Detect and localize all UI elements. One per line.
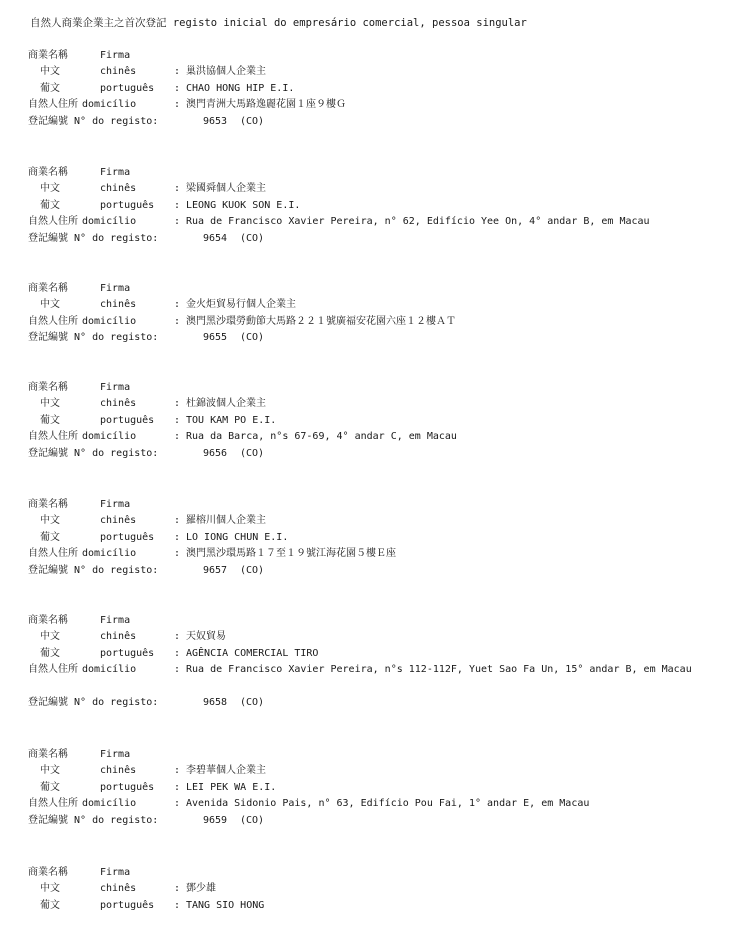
chines-label-pt: chinês <box>100 765 137 777</box>
firma-row <box>0 747 736 763</box>
chines-row <box>0 881 736 897</box>
colon: : <box>174 631 181 643</box>
chines-label-zh: 中文 <box>40 515 60 527</box>
firma-label-pt: Firma <box>100 50 131 61</box>
registo-label-zh: 登記編號 <box>28 232 68 244</box>
firma-row <box>0 165 736 181</box>
domicilio-label-pt: domicílio <box>82 315 137 327</box>
registration-entry <box>0 380 736 462</box>
domicilio-value: Rua da Barca, n°s 67-69, 4° andar C, em Macau <box>186 431 457 443</box>
colon: : <box>174 548 181 560</box>
registo-code: (CO) <box>240 232 265 244</box>
firma-label-pt: Firma <box>100 867 131 878</box>
registo-label-pt: N° do registo: <box>74 115 159 127</box>
portugues-label-pt: português <box>100 414 155 426</box>
registo-row <box>0 231 736 247</box>
registo-number: 9655 <box>203 332 228 344</box>
registo-code: (CO) <box>240 564 265 576</box>
firma-label-pt: Firma <box>100 382 131 393</box>
domicilio-label-zh: 自然人住所 <box>28 548 78 560</box>
domicilio-row <box>0 546 736 562</box>
chines-value: 杜錦波個人企業主 <box>186 398 266 410</box>
firma-row <box>0 48 736 64</box>
chines-label-zh: 中文 <box>40 765 60 777</box>
registration-entry <box>0 48 736 130</box>
domicilio-value: Rua de Francisco Xavier Pereira, n° 62, Edifício Yee On, 4° andar B, em Macau <box>186 216 650 228</box>
firma-row <box>0 865 736 881</box>
domicilio-row <box>0 796 736 812</box>
chines-value: 李碧華個人企業主 <box>186 765 266 777</box>
registo-number: 9659 <box>203 814 228 826</box>
chines-value: 天奴貿易 <box>186 631 226 643</box>
firma-label-pt: Firma <box>100 167 131 178</box>
chines-row <box>0 629 736 645</box>
registo-code: (CO) <box>240 447 265 459</box>
chines-value: 梁國舜個人企業主 <box>186 183 266 195</box>
registo-label-pt: N° do registo: <box>74 332 159 344</box>
portugues-row <box>0 198 736 214</box>
registo-label <box>28 231 158 247</box>
domicilio-label-zh: 自然人住所 <box>28 315 78 327</box>
colon: : <box>174 798 181 810</box>
portugues-label-pt: português <box>100 199 155 211</box>
domicilio-label-zh: 自然人住所 <box>28 798 78 810</box>
domicilio-value: 澳門黑沙環馬路１７至１９號江海花園５樓Ｅ座 <box>186 548 396 560</box>
registo-row <box>0 446 736 462</box>
chines-label-zh: 中文 <box>40 631 60 643</box>
domicilio-row <box>0 314 736 330</box>
registration-entry <box>0 613 736 711</box>
colon: : <box>174 515 181 527</box>
colon: : <box>174 431 181 443</box>
portugues-label-zh: 葡文 <box>40 531 60 543</box>
domicilio-row <box>0 429 736 445</box>
registo-row <box>0 114 736 130</box>
colon: : <box>174 199 181 211</box>
portugues-value: TOU KAM PO E.I. <box>186 414 277 426</box>
registo-label-zh: 登記編號 <box>28 447 68 459</box>
chines-value: 金火炬貿易行個人企業主 <box>186 299 296 311</box>
colon: : <box>174 647 181 659</box>
registo-number: 9654 <box>203 232 228 244</box>
colon: : <box>174 664 181 676</box>
domicilio-label-zh: 自然人住所 <box>28 664 78 676</box>
chines-label-zh: 中文 <box>40 883 60 895</box>
firma-label-zh: 商業名稱 <box>28 283 68 294</box>
colon: : <box>174 299 181 311</box>
firma-label-zh: 商業名稱 <box>28 50 68 61</box>
registo-label <box>28 114 158 130</box>
chines-label-pt: chinês <box>100 515 137 527</box>
portugues-value: LEONG KUOK SON E.I. <box>186 199 301 211</box>
portugues-row <box>0 413 736 429</box>
domicilio-value: Rua de Francisco Xavier Pereira, n°s 112-112F, Yuet Sao Fa Un, 15° andar B, em Macau <box>186 664 692 676</box>
chines-row <box>0 64 736 80</box>
firma-label-zh: 商業名稱 <box>28 382 68 393</box>
colon: : <box>174 183 181 195</box>
chines-row <box>0 297 736 313</box>
firma-label-zh: 商業名稱 <box>28 615 68 626</box>
colon: : <box>174 216 181 228</box>
chines-value: 鄧少雄 <box>186 883 216 895</box>
chines-label-pt: chinês <box>100 883 137 895</box>
colon: : <box>174 531 181 543</box>
page-header: 自然人商業企業主之首次登記 registo inicial do empresário comercial, pessoa singular <box>30 17 527 29</box>
registration-entry <box>0 747 736 829</box>
firma-label-zh: 商業名稱 <box>28 167 68 178</box>
chines-label-zh: 中文 <box>40 398 60 410</box>
registo-code: (CO) <box>240 696 265 708</box>
domicilio-label-pt: domicílio <box>82 798 137 810</box>
registo-number: 9658 <box>203 696 228 708</box>
colon: : <box>174 82 181 94</box>
chines-label-zh: 中文 <box>40 66 60 78</box>
chines-label-zh: 中文 <box>40 299 60 311</box>
firma-label-zh: 商業名稱 <box>28 749 68 760</box>
colon: : <box>174 99 181 111</box>
domicilio-row <box>0 214 736 230</box>
domicilio-row <box>0 97 736 113</box>
domicilio-label-pt: domicílio <box>82 431 137 443</box>
chines-row <box>0 763 736 779</box>
domicilio-label-zh: 自然人住所 <box>28 216 78 228</box>
portugues-label-pt: português <box>100 531 155 543</box>
firma-label-pt: Firma <box>100 283 131 294</box>
registo-label-pt: N° do registo: <box>74 447 159 459</box>
registo-label-pt: N° do registo: <box>74 814 159 826</box>
registo-label <box>28 563 158 579</box>
firma-label-zh: 商業名稱 <box>28 499 68 510</box>
chines-value: 巢洪協個人企業主 <box>186 66 266 78</box>
chines-label-pt: chinês <box>100 299 137 311</box>
domicilio-label-zh: 自然人住所 <box>28 99 78 111</box>
registo-label-zh: 登記編號 <box>28 564 68 576</box>
registo-label-zh: 登記編號 <box>28 332 68 344</box>
registo-row <box>0 695 736 711</box>
chines-row <box>0 396 736 412</box>
registo-row <box>0 813 736 829</box>
portugues-row <box>0 780 736 796</box>
registo-label <box>28 330 158 346</box>
firma-label-zh: 商業名稱 <box>28 867 68 878</box>
firma-label-pt: Firma <box>100 499 131 510</box>
portugues-row <box>0 81 736 97</box>
colon: : <box>174 398 181 410</box>
portugues-label-zh: 葡文 <box>40 647 60 659</box>
firma-row <box>0 281 736 297</box>
registo-number: 9653 <box>203 115 228 127</box>
registo-label-pt: N° do registo: <box>74 232 159 244</box>
portugues-value: AGÊNCIA COMERCIAL TIRO <box>186 647 319 659</box>
domicilio-label-zh: 自然人住所 <box>28 431 78 443</box>
portugues-row <box>0 898 736 914</box>
domicilio-label-pt: domicílio <box>82 216 137 228</box>
registo-label <box>28 695 158 711</box>
registo-code: (CO) <box>240 332 265 344</box>
registo-label-pt: N° do registo: <box>74 696 159 708</box>
firma-label-pt: Firma <box>100 749 131 760</box>
firma-row <box>0 497 736 513</box>
registration-entry <box>0 865 736 914</box>
colon: : <box>174 315 181 327</box>
firma-row <box>0 380 736 396</box>
registration-entry <box>0 497 736 579</box>
portugues-label-zh: 葡文 <box>40 199 60 211</box>
chines-label-pt: chinês <box>100 66 137 78</box>
portugues-row <box>0 646 736 662</box>
domicilio-label-pt: domicílio <box>82 548 137 560</box>
colon: : <box>174 765 181 777</box>
chines-label-pt: chinês <box>100 631 137 643</box>
colon: : <box>174 899 181 911</box>
registo-label <box>28 813 158 829</box>
domicilio-value: 澳門青洲大馬路逸麗花園１座９樓Ｇ <box>186 99 346 111</box>
portugues-label-zh: 葡文 <box>40 414 60 426</box>
portugues-label-zh: 葡文 <box>40 82 60 94</box>
domicilio-value: Avenida Sidonio Pais, n° 63, Edifício Pou Fai, 1° andar E, em Macau <box>186 798 590 810</box>
colon: : <box>174 781 181 793</box>
chines-label-pt: chinês <box>100 398 137 410</box>
portugues-label-pt: português <box>100 781 155 793</box>
portugues-label-zh: 葡文 <box>40 899 60 911</box>
colon: : <box>174 414 181 426</box>
domicilio-label-pt: domicílio <box>82 664 137 676</box>
portugues-value: CHAO HONG HIP E.I. <box>186 82 295 94</box>
registo-code: (CO) <box>240 814 265 826</box>
portugues-label-pt: português <box>100 82 155 94</box>
colon: : <box>174 883 181 895</box>
registration-entry <box>0 165 736 247</box>
registration-entry <box>0 281 736 347</box>
domicilio-label-pt: domicílio <box>82 99 137 111</box>
portugues-value: LEI PEK WA E.I. <box>186 781 277 793</box>
registo-label-zh: 登記編號 <box>28 814 68 826</box>
registo-row <box>0 563 736 579</box>
portugues-value: LO IONG CHUN E.I. <box>186 531 289 543</box>
portugues-row <box>0 530 736 546</box>
firma-row <box>0 613 736 629</box>
registo-code: (CO) <box>240 115 265 127</box>
registo-row <box>0 330 736 346</box>
registo-label-zh: 登記編號 <box>28 696 68 708</box>
registo-number: 9657 <box>203 564 228 576</box>
registo-label-pt: N° do registo: <box>74 564 159 576</box>
domicilio-row <box>0 662 736 695</box>
registo-number: 9656 <box>203 447 228 459</box>
chines-value: 羅榕川個人企業主 <box>186 515 266 527</box>
chines-label-zh: 中文 <box>40 183 60 195</box>
firma-label-pt: Firma <box>100 615 131 626</box>
portugues-label-zh: 葡文 <box>40 781 60 793</box>
portugues-value: TANG SIO HONG <box>186 899 265 911</box>
registo-label <box>28 446 158 462</box>
chines-row <box>0 181 736 197</box>
portugues-label-pt: português <box>100 647 155 659</box>
chines-row <box>0 513 736 529</box>
domicilio-value: 澳門黑沙環勞動節大馬路２２１號廣福安花園六座１２樓ＡＴ <box>186 315 456 327</box>
registo-label-zh: 登記編號 <box>28 115 68 127</box>
colon: : <box>174 66 181 78</box>
chines-label-pt: chinês <box>100 183 137 195</box>
portugues-label-pt: português <box>100 899 155 911</box>
